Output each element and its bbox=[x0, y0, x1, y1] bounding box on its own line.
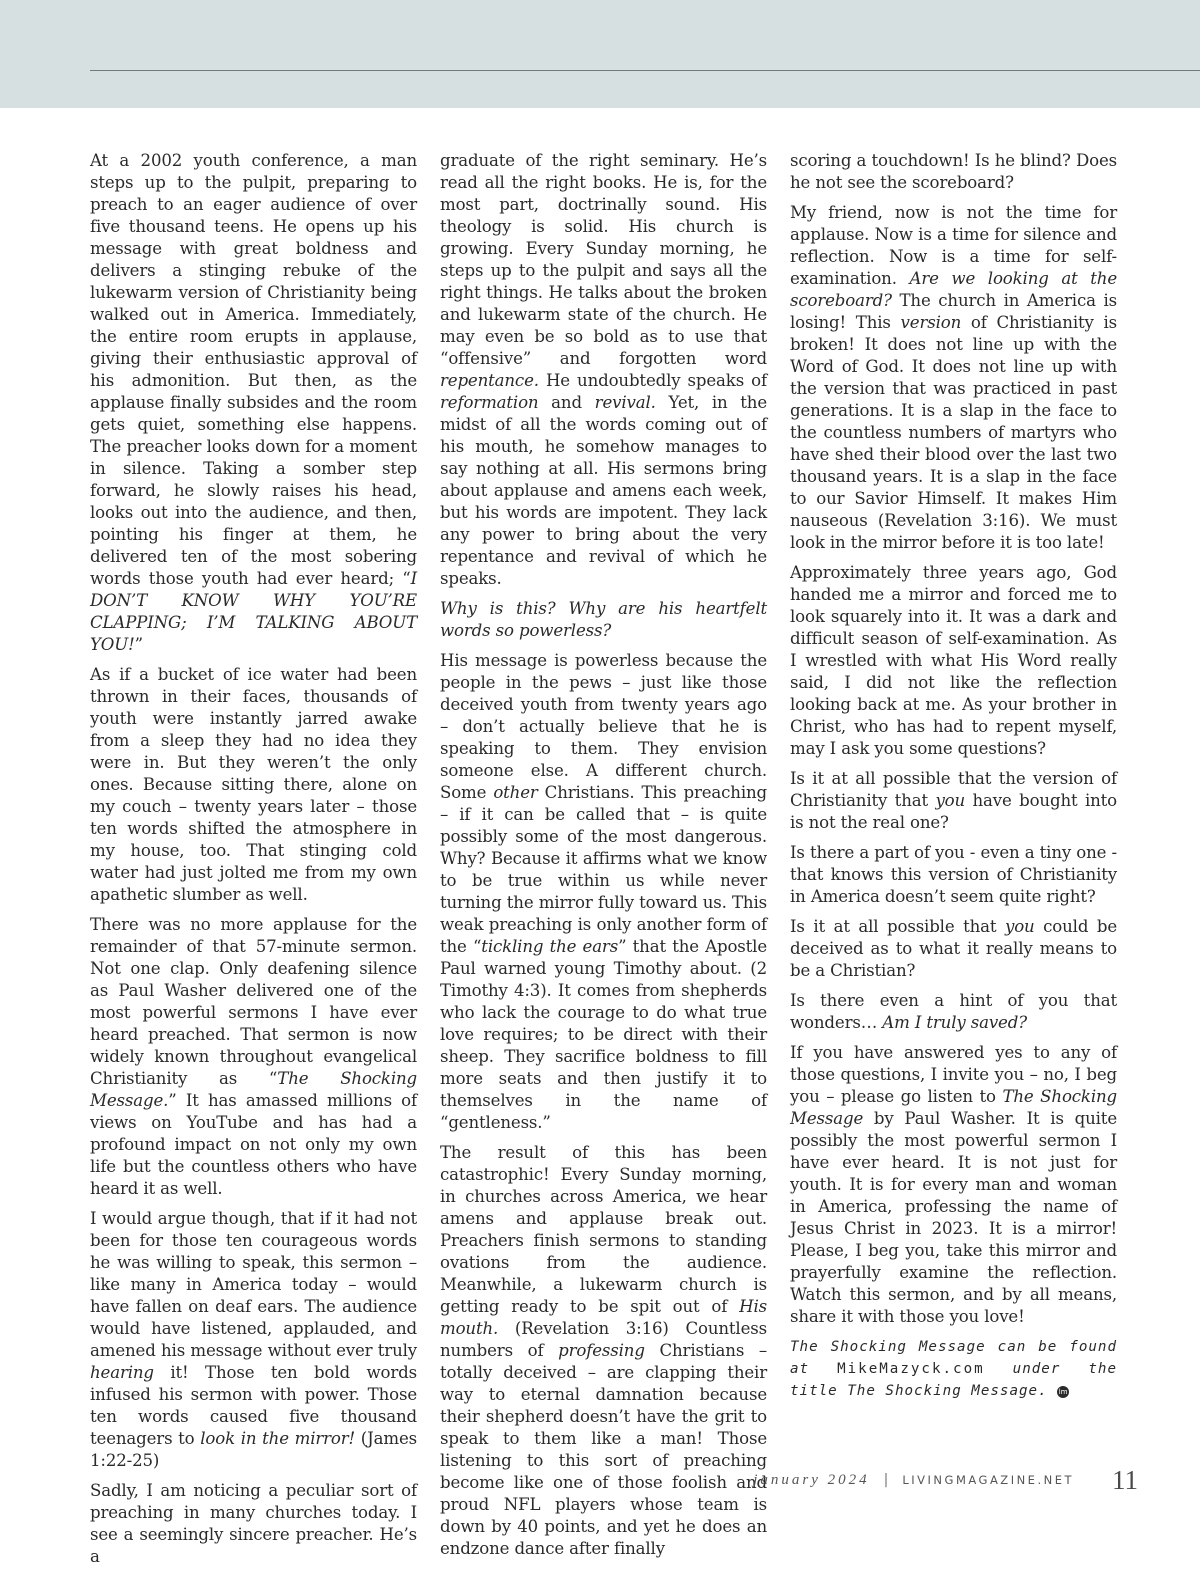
paragraph: Approximately three years ago, God handed me a mirror and forced me to look squarely into it. It was a dark and difficult season of self-examination. As I wrestled with what His Word really said, I did not like the reflection looking back at me. As your brother in Christ, who has had to repent myself, may I ask you some questions? bbox=[790, 563, 1117, 758]
paragraph: Is it at all possible that you could be deceived as to what it really means to be a Christian? bbox=[790, 917, 1117, 980]
article-column-3 bbox=[790, 150, 1117, 1410]
paragraph: The result of this has been catastrophic! Every Sunday morning, in churches across America, we hear amens and applause break out. Preachers finish sermons to standing ovations from the audience. Meanwhile, a lukewarm church is getting ready to be spit out of His mouth. (Revelation 3:16) Countless numbers of professing Christians – totally deceived – are clapping their way to eternal damnation because their shepherd doesn’t have the grit to speak to them like a man! Those listening to this sort of preaching become like one of those foolish and proud NFL players whose team is down by 40 points, and yet he does an endzone dance after finally bbox=[440, 1143, 768, 1558]
paragraph: If you have answered yes to any of those questions, I invite you – no, I beg you – please go listen to The Shocking Message by Paul Washer. It is quite possibly the most powerful sermon I have ever heard. It is not just for youth. It is for every man and woman in America, professing the name of Jesus Christ in 2023. It is a mirror! Please, I beg you, take this mirror and prayerfully examine the reflection. Watch this sermon, and by all means, share it with those you love! bbox=[790, 1043, 1117, 1326]
italic-question: Why is this? Why are his heartfelt words so powerless? bbox=[440, 599, 767, 640]
article-column-2 bbox=[440, 150, 767, 1568]
footer-website[interactable]: LIVINGMAGAZINE.NET bbox=[902, 1473, 1074, 1487]
paragraph: scoring a touchdown! Is he blind? Does he not see the scoreboard? bbox=[790, 151, 1117, 192]
issue-date: january 2024 bbox=[753, 1471, 870, 1488]
end-mark-icon: lm bbox=[1058, 1388, 1068, 1396]
footer-separator: | bbox=[883, 1472, 889, 1488]
credit-website-link[interactable]: MikeMazyck.com bbox=[837, 1361, 985, 1377]
paragraph: graduate of the right seminary. He’s read all the right books. He is, for the most part, doctrinally sound. His theology is solid. His church is growing. Every Sunday morning, he steps up to the pulpit and says all the right things. He talks about the broken and lukewarm state of the church. He may even be so bold as to use that “offensive” and forgotten word repentance. He undoubtedly speaks of reformation and revival. Yet, in the midst of all the words coming out of his mouth, he somehow manages to say nothing at all. His sermons bring about applause and amens each week, but his words are impotent. They lack any power to bring about the very repentance and revival of which he speaks. bbox=[440, 151, 767, 588]
paragraph: My friend, now is not the time for applause. Now is a time for silence and reflection. Now is a time for self-examination. Are we looking at the scoreboard? The church in America is losing! This version of Christianity is broken! It does not line up with the Word of God. It does not line up with the version that was practiced in past generations. It is a slap in the face to the countless numbers of martyrs who have shed their blood over the last two thousand years. It is a slap in the face to our Savior Himself. It makes Him nauseous (Revelation 3:16). We must look in the mirror before it is too late! bbox=[790, 203, 1118, 552]
paragraph: At a 2002 youth conference, a man steps up to the pulpit, preparing to preach to an eager audience of over five thousand teens. He opens up his message with great boldness and delivers a stinging rebuke of the lukewarm version of Christianity being walked out in America. Immediately, the entire room erupts in applause, giving their enthusiastic approval of his admonition. But then, as the applause finally subsides and the room gets quiet, something else happens. The preacher looks down for a moment in silence. Taking a somber step forward, he slowly raises his head, looks out into the audience, and then, pointing his finger at them, he delivered ten of the most sobering words those youth had ever heard; “I DON’T KNOW WHY YOU’RE CLAPPING; I’M TALKING ABOUT YOU!” bbox=[90, 151, 417, 654]
header-band bbox=[0, 0, 1200, 108]
article-column-1 bbox=[90, 150, 417, 1576]
page-footer bbox=[753, 1460, 1138, 1500]
article-credit: The Shocking Message can be found at MikeMazyck.com under the title The Shocking Message. lm bbox=[790, 1339, 1117, 1399]
paragraph: Is there a part of you - even a tiny one - that knows this version of Christianity in America doesn’t seem quite right? bbox=[790, 843, 1117, 906]
paragraph: As if a bucket of ice water had been thrown in their faces, thousands of youth were instantly jarred awake from a sleep they had no idea they were in. But they weren’t the only ones. Because sitting there, alone on my couch – twenty years later – those ten words shifted the atmosphere in my house, too. That stinging cold water had just jolted me from my own apathetic slumber as well. bbox=[90, 665, 417, 904]
paragraph: I would argue though, that if it had not been for those ten courageous words he was willing to speak, this sermon – like many in America today – would have fallen on deaf ears. The audience would have listened, applauded, and amened his message without ever truly hearing it! Those ten bold words infused his sermon with power. Those ten words caused five thousand teenagers to look in the mirror! (James 1:22-25) bbox=[90, 1209, 417, 1470]
paragraph: Is there even a hint of you that wonders… Am I truly saved? bbox=[790, 991, 1117, 1032]
paragraph: There was no more applause for the remainder of that 57-minute sermon. Not one clap. Only deafening silence as Paul Washer delivered one of the most powerful sermons I have ever heard preached. That sermon is now widely known throughout evangelical Christianity as “The Shocking Message.” It has amassed millions of views on YouTube and has had a profound impact on not only my own life but the countless others who have heard it as well. bbox=[90, 915, 418, 1198]
paragraph: Is it at all possible that the version of Christianity that you have bought into is not the real one? bbox=[790, 769, 1117, 832]
paragraph: His message is powerless because the people in the pews – just like those deceived youth from twenty years ago – don’t actually believe that he is speaking to them. They envision someone else. A different church. Some other Christians. This preaching – if it can be called that – is quite possibly some of the most dangerous. Why? Because it affirms what we know to be true within us while never turning the mirror fully toward us. This weak preaching is only another form of the “tickling the ears” that the Apostle Paul warned young Timothy about. (2 Timothy 4:3). It comes from shepherds who lack the courage to do what true love requires; to be direct with their sheep. They sacrifice boldness to fill more seats and then justify it to themselves in the name of “gentleness.” bbox=[440, 651, 768, 1132]
page-number: 11 bbox=[1112, 1464, 1138, 1495]
header-rule bbox=[90, 70, 1200, 71]
paragraph: Sadly, I am noticing a peculiar sort of preaching in many churches today. I see a seemingly sincere preacher. He’s a bbox=[90, 1481, 417, 1566]
